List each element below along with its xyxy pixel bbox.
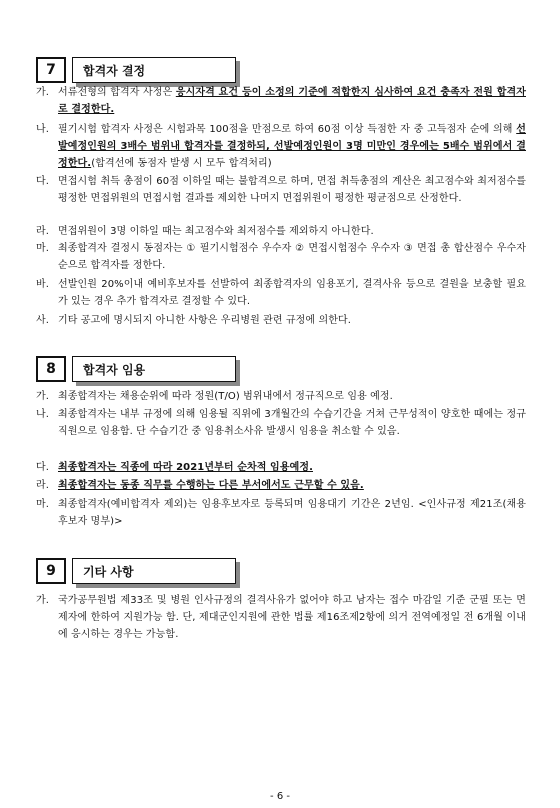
- section-number: 8: [36, 356, 66, 382]
- list-item: 라. 면접위원이 3명 이하일 때는 최고점수와 최저점수를 제외하지 아니한다.: [36, 226, 374, 237]
- section-title: 기타 사항: [72, 558, 236, 584]
- list-item: 나. 필기시험 합격자 사정은 시험과목 100점을 만점으로 하여 60점 이상 득점한 자 중 고득점자 순에 의해 선발예정인원의 3배수 범위내 합격자를 결정하되, 선발예정인원이 3명 미만인 경우에는 5배수 범위에서 결정한다.(합격선에 동점자 발생 시 모두 합격처리): [36, 124, 526, 169]
- list-item: 마. 최종합격자(예비합격자 제외)는 임용후보자로 등록되며 임용대기 기간은 2년임. <인사규정 제21조(채용후보자 명부)>: [36, 499, 526, 527]
- section-9-header: [36, 558, 236, 584]
- list-item: 다. 최종합격자는 직종에 따라 2021년부터 순차적 임용예정.: [36, 462, 313, 473]
- list-item: 가. 서류전형의 합격자 사정은 응시자격 요건 등이 소정의 기준에 적합한지 심사하여 요건 충족자 전원 합격자로 결정한다.: [36, 87, 526, 115]
- page-number: - 6 -: [270, 791, 290, 802]
- section-7-header: [36, 57, 236, 83]
- list-item: 마. 최종합격자 결정시 동점자는 ① 필기시험점수 우수자 ② 면접시험점수 우수자 ③ 면접 총 합산점수 우수자 순으로 합격자를 정한다.: [36, 243, 526, 271]
- section-title: 합격자 임용: [72, 356, 236, 382]
- list-item: 가. 최종합격자는 채용순위에 따라 정원(T/O) 범위내에서 정규직으로 임용 예정.: [36, 391, 393, 402]
- section-number: 7: [36, 57, 66, 83]
- list-item: 나. 최종합격자는 내부 규정에 의해 임용될 직위에 3개월간의 수습기간을 거쳐 근무성적이 양호한 때에는 정규직원으로 임용함. 단 수습기간 중 임용취소사유 발생시 임용을 취소할 수 있음.: [36, 409, 526, 437]
- list-item: 사. 기타 공고에 명시되지 아니한 사항은 우리병원 관련 규정에 의한다.: [36, 315, 352, 326]
- list-item: 바. 선발인원 20%이내 예비후보자를 선발하여 최종합격자의 임용포기, 결격사유 등으로 결원을 보충할 필요가 있는 경우 추가 합격자로 결정할 수 있다.: [36, 279, 526, 307]
- list-item: 가. 국가공무원법 제33조 및 병원 인사규정의 결격사유가 없어야 하고 남자는 접수 마감일 기준 군필 또는 면제자에 한하여 지원가능 함. 단, 제대군인지원에 관한 법률 제16조제2항에 의거 전역예정일 전 6개월 이내에 응시하는 경우는 가능함.: [36, 595, 526, 640]
- list-item: 다. 면접시험 취득 총점이 60점 이하일 때는 불합격으로 하며, 면접 취득총점의 계산은 최고점수와 최저점수를 평정한 면접위원의 면접시험 결과를 제외한 나머지 면접위원이 평정한 평균점으로 산정한다.: [36, 176, 526, 204]
- list-item: 라. 최종합격자는 동종 직무를 수행하는 다른 부서에서도 근무할 수 있음.: [36, 480, 364, 491]
- section-number: 9: [36, 558, 66, 584]
- section-8-header: [36, 356, 236, 382]
- section-title: 합격자 결정: [72, 57, 236, 83]
